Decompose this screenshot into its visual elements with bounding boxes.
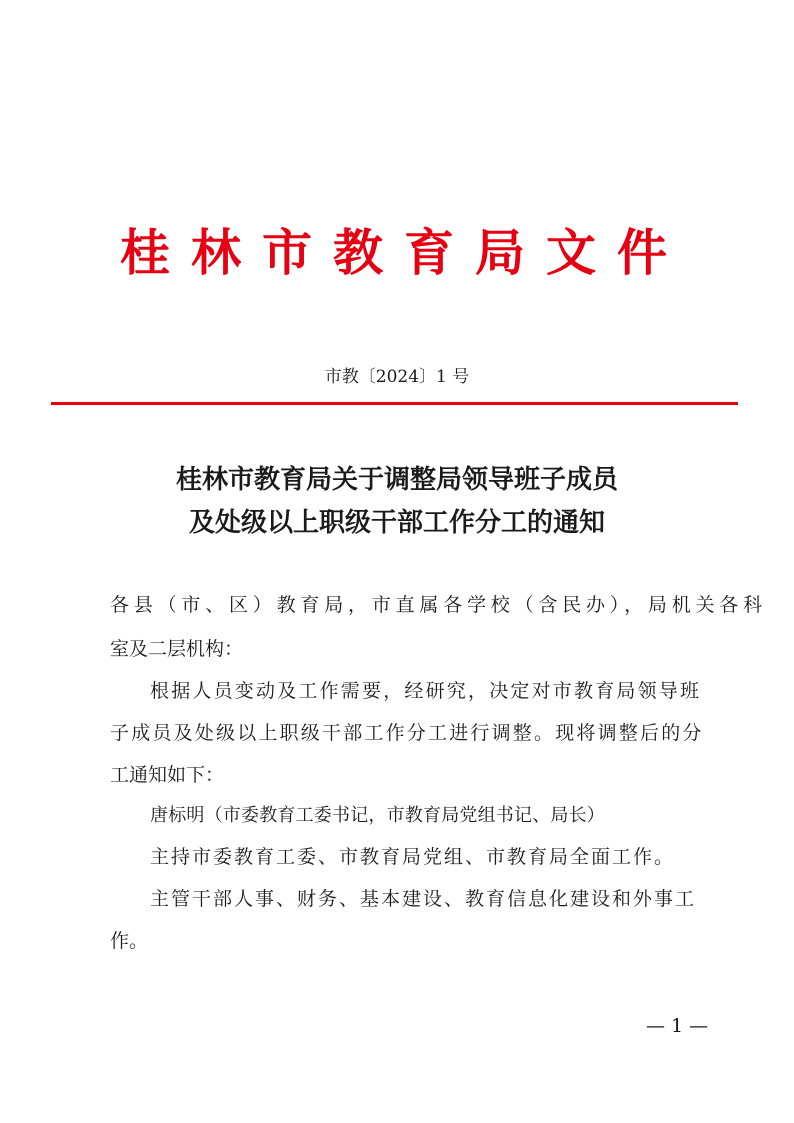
intro-line-3: 工通知如下： [110,764,225,786]
addressee-line-1: 各县（市、区）教育局，市直属各学校（含民办），局机关各科 [110,594,767,616]
document-number: 市教〔2024〕1 号 [324,367,470,387]
duty-line-3: 作。 [110,930,149,952]
addressee-line-2: 室及二层机构： [110,638,244,660]
section-heading-tang-biaoming: 唐标明（市委教育工委书记，市教育局党组书记、局长） [150,805,605,826]
duty-line-1: 主持市委教育工委、市教育局党组、市教育局全面工作。 [150,846,676,868]
document-title-line-2: 及处级以上职级干部工作分工的通知 [188,508,605,538]
duty-line-2: 主管干部人事、财务、基本建设、教育信息化建设和外事工 [150,888,697,910]
intro-line-1: 根据人员变动及工作需要，经研究，决定对市教育局领导班 [150,680,702,702]
document-masthead: 桂林市教育局文件 [120,223,688,282]
document-title-line-1: 桂林市教育局关于调整局领导班子成员 [175,465,618,495]
intro-line-2: 子成员及处级以上职级干部工作分工进行调整。现将调整后的分 [110,722,704,744]
page-number: — 1 — [646,1015,709,1037]
red-separator-rule [51,402,738,405]
